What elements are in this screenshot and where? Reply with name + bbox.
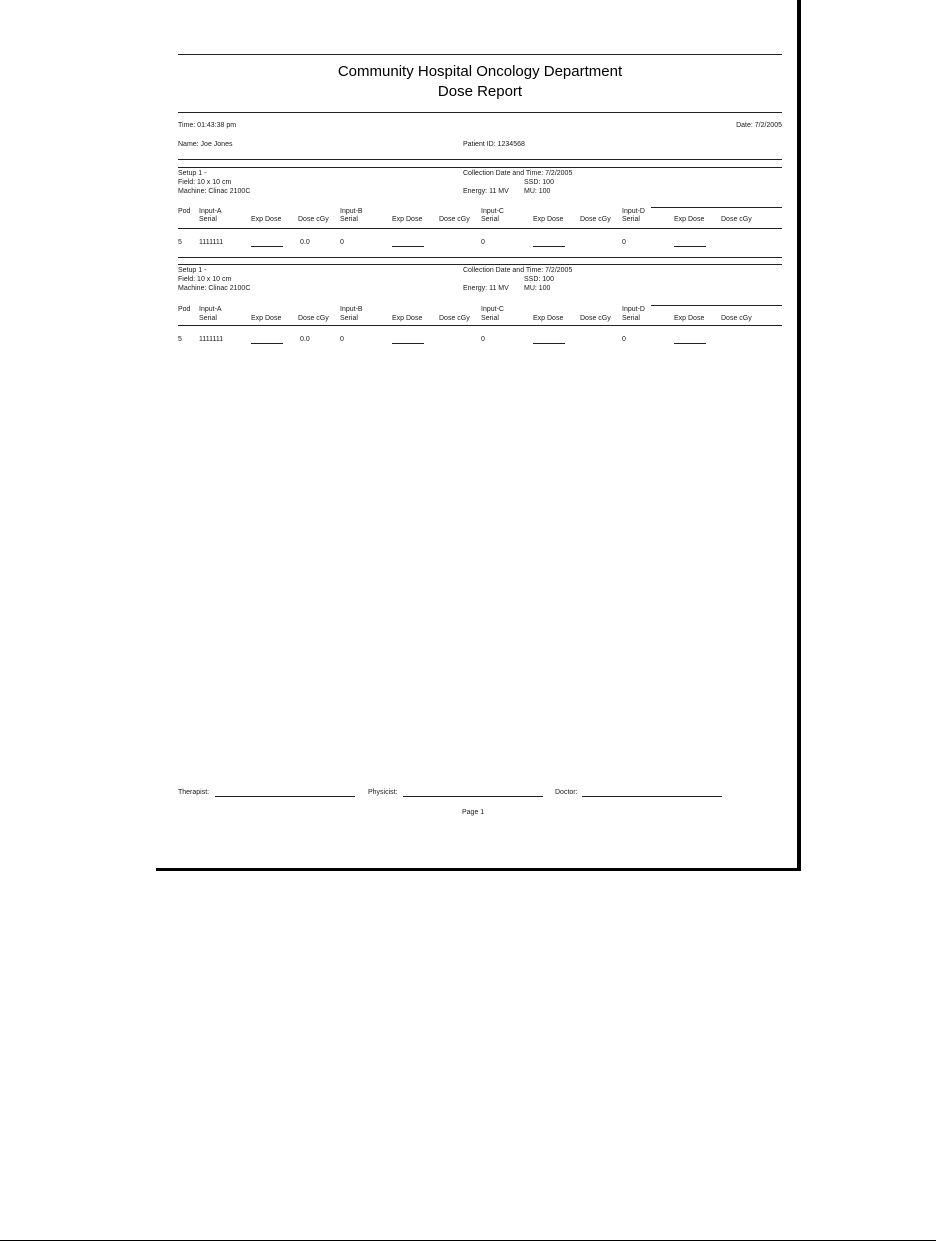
mu-value: MU: 100 [524, 188, 551, 195]
col-input-c: Input-C [481, 208, 504, 215]
col-exp-dose-b: Exp Dose [392, 216, 423, 223]
exp-dose-blank-b [392, 343, 424, 344]
patient-id: Patient ID: 1234568 [463, 141, 525, 148]
col-exp-dose-c: Exp Dose [533, 216, 564, 223]
section-bottom-rule [178, 257, 782, 258]
header-bottom-rule [178, 112, 782, 113]
therapist-label: Therapist: [178, 789, 210, 796]
report-title: Community Hospital Oncology Department [337, 63, 623, 80]
column-header-rule [178, 228, 782, 229]
input-d-rule [651, 305, 782, 306]
section-top-rule [178, 264, 782, 265]
physicist-signature-line[interactable] [403, 796, 543, 797]
col-serial-c: Serial [481, 216, 499, 223]
exp-dose-blank-a [251, 343, 283, 344]
row-pod: 5 [178, 336, 182, 343]
ssd-value: SSD: 100 [524, 179, 554, 186]
col-dose-a: Dose cGy [298, 216, 329, 223]
col-dose-b: Dose cGy [439, 216, 470, 223]
col-serial-c: Serial [481, 315, 499, 322]
patient-name: Name: Joe Jones [178, 141, 233, 148]
section-top-rule [178, 167, 782, 168]
col-dose-d: Dose cGy [721, 216, 752, 223]
report-date: Date: 7/2/2005 [736, 122, 782, 129]
col-input-b: Input-B [340, 306, 363, 313]
exp-dose-blank-b [392, 246, 424, 247]
col-pod: Pod [178, 306, 191, 313]
page-shadow-right [797, 0, 801, 871]
setup-label: Setup 1 - [178, 267, 207, 274]
collection-date: Collection Date and Time: 7/2/2005 [463, 267, 573, 274]
col-serial-a: Serial [199, 315, 217, 322]
row-serial-b: 0 [340, 336, 344, 343]
col-exp-dose-a: Exp Dose [251, 315, 282, 322]
col-input-a: Input-A [199, 306, 222, 313]
page-shadow-bottom [156, 868, 801, 871]
doctor-signature-line[interactable] [582, 796, 722, 797]
machine-name: Machine: Clinac 2100C [178, 188, 251, 195]
row-pod: 5 [178, 239, 182, 246]
exp-dose-blank-d [674, 343, 706, 344]
col-exp-dose-d: Exp Dose [674, 315, 705, 322]
col-exp-dose-c: Exp Dose [533, 315, 564, 322]
field-size: Field: 10 x 10 cm [178, 276, 232, 283]
column-header-rule [178, 325, 782, 326]
collection-date: Collection Date and Time: 7/2/2005 [463, 170, 573, 177]
col-pod: Pod [178, 208, 191, 215]
input-d-rule [651, 207, 782, 208]
exp-dose-blank-c [533, 246, 565, 247]
ssd-value: SSD: 100 [524, 276, 554, 283]
row-serial-d: 0 [622, 336, 626, 343]
setup-label: Setup 1 - [178, 170, 207, 177]
col-dose-d: Dose cGy [721, 315, 752, 322]
row-serial-d: 0 [622, 239, 626, 246]
col-input-b: Input-B [340, 208, 363, 215]
exp-dose-blank-c [533, 343, 565, 344]
col-input-c: Input-C [481, 306, 504, 313]
col-serial-d: Serial [622, 216, 640, 223]
exp-dose-blank-d [674, 246, 706, 247]
col-serial-b: Serial [340, 315, 358, 322]
col-exp-dose-b: Exp Dose [392, 315, 423, 322]
col-serial-d: Serial [622, 315, 640, 322]
col-exp-dose-a: Exp Dose [251, 216, 282, 223]
col-serial-a: Serial [199, 216, 217, 223]
mu-value: MU: 100 [524, 285, 551, 292]
exp-dose-blank-a [251, 246, 283, 247]
row-serial-a: 1111111 [199, 239, 224, 246]
col-dose-a: Dose cGy [298, 315, 329, 322]
machine-name: Machine: Clinac 2100C [178, 285, 251, 292]
physicist-label: Physicist: [368, 789, 398, 796]
report-time: Time: 01:43:38 pm [178, 122, 237, 129]
col-input-d: Input-D [622, 306, 645, 313]
patient-rule [178, 159, 782, 160]
col-exp-dose-d: Exp Dose [674, 216, 705, 223]
col-input-a: Input-A [199, 208, 222, 215]
header-top-rule [178, 54, 782, 55]
energy-value: Energy: 11 MV [463, 285, 509, 292]
doctor-label: Doctor: [555, 789, 578, 796]
col-dose-c: Dose cGy [580, 315, 611, 322]
field-size: Field: 10 x 10 cm [178, 179, 232, 186]
row-serial-c: 0 [481, 239, 485, 246]
page-number: Page 1 [462, 809, 485, 816]
energy-value: Energy: 11 MV [463, 188, 509, 195]
row-dose-a: 0.0 [300, 336, 310, 343]
therapist-signature-line[interactable] [215, 796, 355, 797]
row-serial-c: 0 [481, 336, 485, 343]
row-dose-a: 0.0 [300, 239, 310, 246]
col-dose-c: Dose cGy [580, 216, 611, 223]
col-input-d: Input-D [622, 208, 645, 215]
row-serial-b: 0 [340, 239, 344, 246]
report-subtitle: Dose Report [437, 83, 523, 100]
col-serial-b: Serial [340, 216, 358, 223]
col-dose-b: Dose cGy [439, 315, 470, 322]
bottom-rule [0, 1240, 936, 1241]
row-serial-a: 1111111 [199, 336, 224, 343]
